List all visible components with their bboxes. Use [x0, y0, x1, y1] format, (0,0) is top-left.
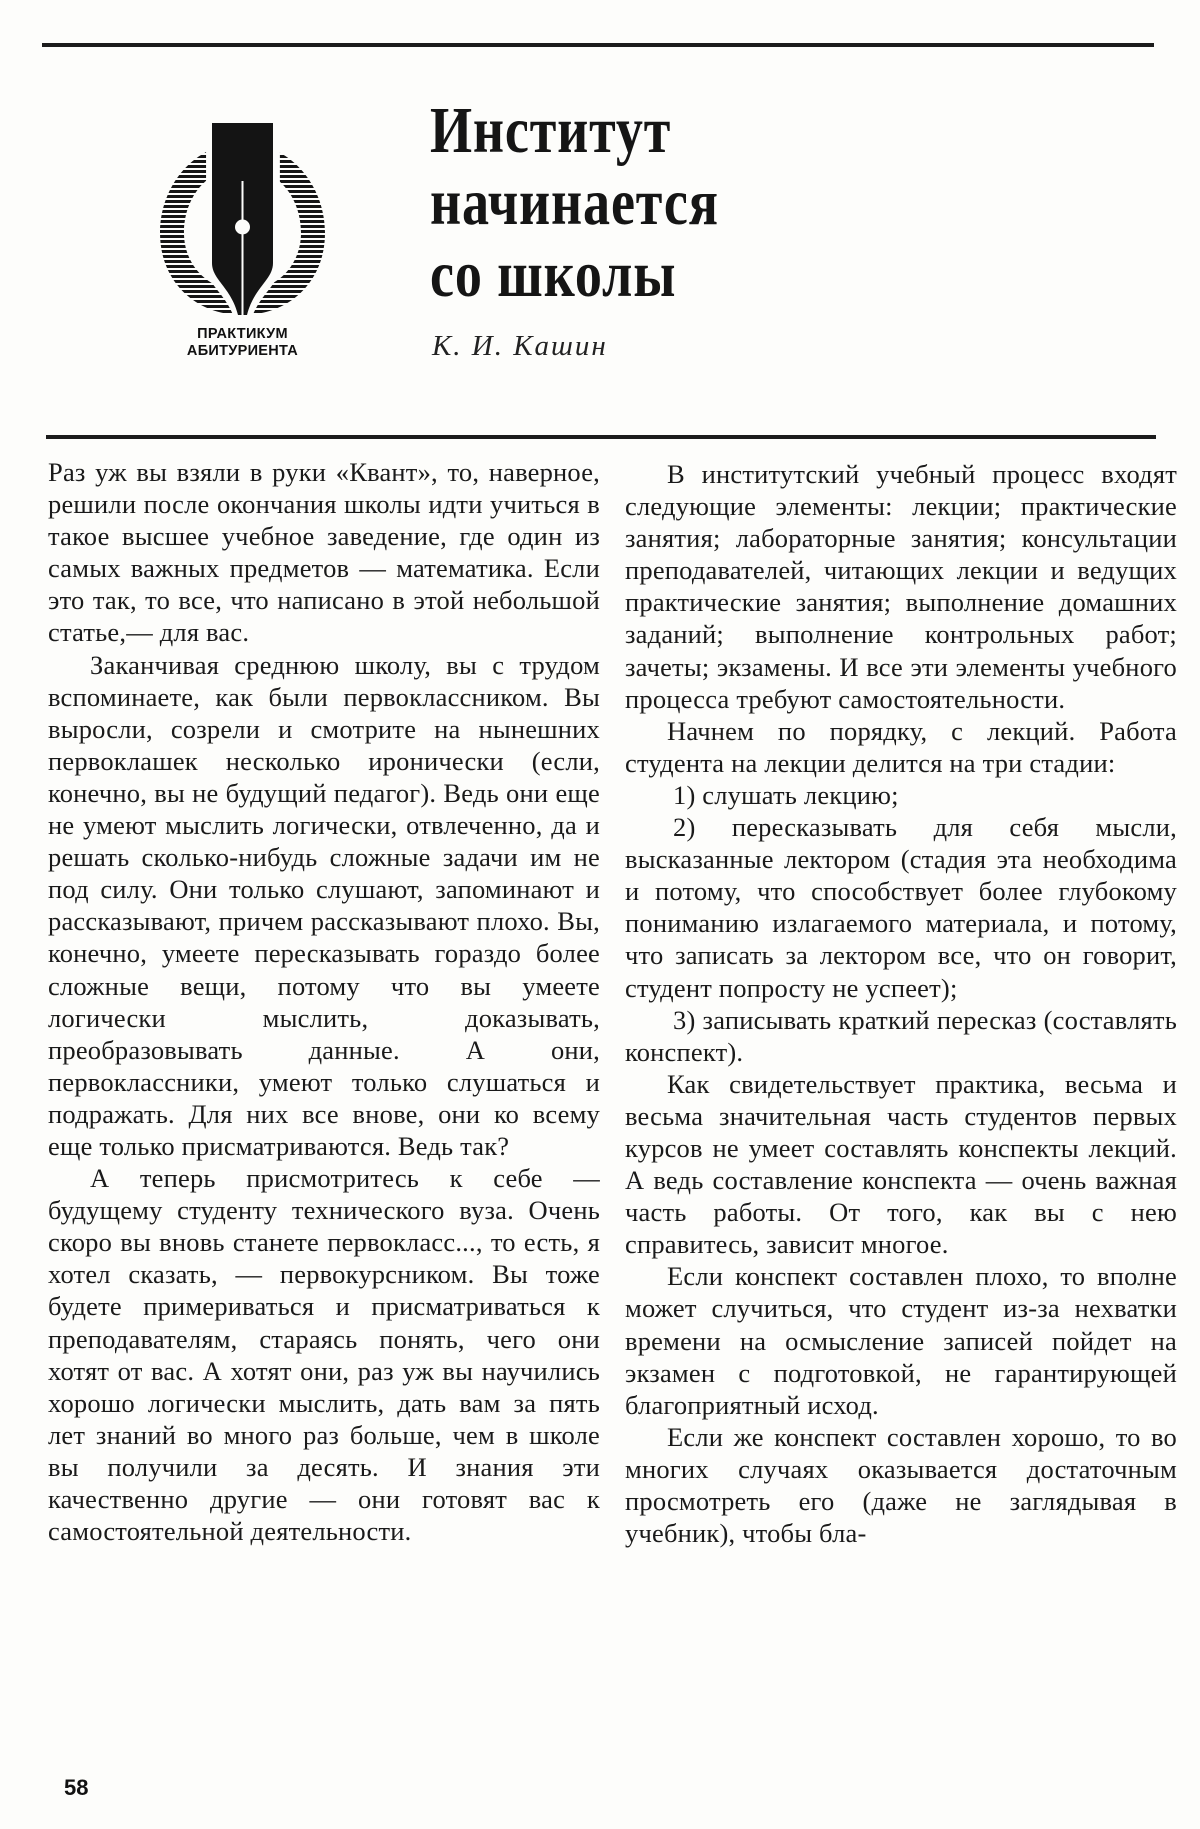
list-item: 2) пересказывать для себя мысли, высказанные лектором (стадия эта необходима и потому, что способствует более глубокому пониманию излагаемого материала, и потому, что записать за лектором все, что он говорит, студент попросту не успеет);	[625, 812, 1177, 1003]
section-caption-line: ПРАКТИКУМ	[197, 326, 288, 342]
paragraph: Если же конспект составлен хорошо, то во многих случаях оказывается достаточным просмотреть его (даже не заглядывая в учебник), чтобы бла-	[625, 1421, 1177, 1549]
section-logo	[150, 115, 335, 355]
article-title-line: со школы	[430, 238, 677, 311]
fountain-pen-nib-emblem-icon	[150, 115, 335, 325]
section-caption	[150, 326, 335, 360]
paragraph: А теперь присмотритесь к себе — будущему студенту технического вуза. Очень скоро вы вновь станете первокласс..., то есть, я хотел сказать, — первокурсником. Вы тоже будете примериваться и присматриваться к преподавателям, стараясь понять, чего они хотят от вас. А хотят они, раз уж вы научились хорошо логически мыслить, дать вам за пять лет знаний во много раз больше, чем в школе вы получили за десять. И знания эти качественно другие — они готовят вас к самостоятельной деятельности.	[48, 1163, 600, 1547]
paragraph: В институтский учебный процесс входят следующие элементы: лекции; практические занятия; лабораторные занятия; консультации преподавателей, читающих лекции и ведущих практические занятия; выполнение домашних заданий; выполнение контрольных работ; зачеты; экзамены. И все эти элементы учебного процесса требуют самостоятельности.	[625, 459, 1177, 714]
paragraph: Начнем по порядку, с лекций. Работа студента на лекции делится на три стадии:	[625, 715, 1177, 778]
article-column-right	[625, 458, 1177, 1549]
article-column-left	[48, 456, 600, 1547]
article-title-line: начинается	[430, 166, 719, 239]
list-item: 3) записывать краткий пересказ (составлять конспект).	[625, 1004, 1177, 1067]
article-title	[430, 95, 719, 311]
top-divider-rule	[42, 43, 1154, 47]
header-divider-rule	[46, 435, 1156, 439]
section-caption-line: АБИТУРИЕНТА	[186, 343, 299, 359]
list-item: 1) слушать лекцию;	[673, 779, 899, 810]
paragraph: Раз уж вы взяли в руки «Квант», то, наверное, решили после окончания школы идти учиться в такое высшее учебное заведение, где один из самых важных предметов — математика. Если это так, то все, что написано в этой небольшой статье,— для вас.	[48, 457, 600, 648]
article-title-line: Институт	[430, 94, 672, 167]
paragraph: Как свидетельствует практика, весьма и весьма значительная часть студентов первых курсов не умеет составлять конспекты лекций. А ведь составление конспекта — очень важная часть работы. От того, как вы с нею справитесь, зависит многое.	[625, 1068, 1177, 1260]
paragraph: Заканчивая среднюю школу, вы с трудом вспоминаете, как были первоклассником. Вы выросли, созрели и смотрите на нынешних первоклашек несколько иронически (если, конечно, вы не будущий педагог). Ведь они еще не умеют мыслить логически, отвлеченно, да и решать сколько-нибудь сложные задачи им не под силу. Они только слушают, запоминают и рассказывают, причем рассказывают плохо. Вы, конечно, умеете пересказывать гораздо более сложные вещи, потому что вы умеете логически мыслить, доказывать, преобразовывать данные. А они, первоклассники, умеют только слушаться и подражать. Для них все внове, они ко всему еще только присматриваются. Ведь так?	[48, 649, 600, 1161]
article-author: К. И. Кашин	[432, 330, 608, 362]
page-number: 58	[64, 1775, 89, 1800]
paragraph: Если конспект составлен плохо, то вполне может случиться, что студент из-за нехватки времени на осмысление записей пойдет на экзамен с подготовкой, не гарантирующей благоприятный исход.	[625, 1261, 1177, 1420]
